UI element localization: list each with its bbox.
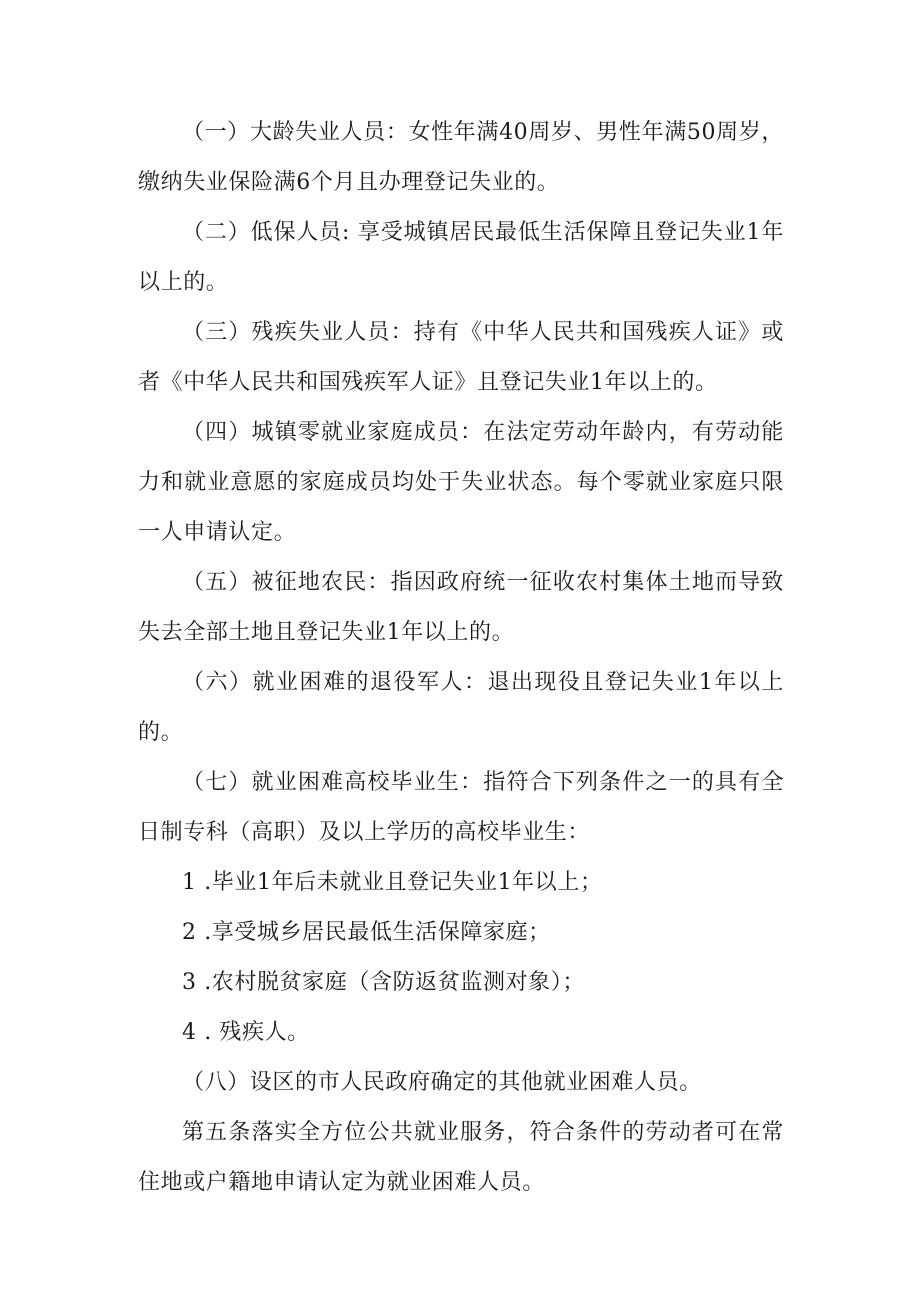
paragraph-low-income: （二）低保人员: 享受城镇居民最低生活保障且登记失业1年以上的。 <box>138 220 784 295</box>
paragraph-graduates: （七）就业困难高校毕业生：指符合下列条件之一的具有全日制专科（高职）及以上学历的高校毕业生： <box>138 770 784 845</box>
paragraph-veterans: （六）就业困难的退役军人：退出现役且登记失业1年以上的。 <box>138 670 784 745</box>
list-item: 1 .毕业1年后未就业且登记失业1年以上； <box>182 870 603 895</box>
paragraph-older-unemployed: （一）大龄失业人员：女性年满40周岁、男性年满50周岁，缴纳失业保险满6个月且办理登记失业的。 <box>138 120 784 195</box>
list-item: 4 . 残疾人。 <box>182 1020 310 1045</box>
list-item: 3 .农村脱贫家庭（含防返贫监测对象）； <box>182 970 585 995</box>
paragraph-land-expropriated-farmers: （五）被征地农民：指因政府统一征收农村集体土地而导致失去全部土地且登记失业1年以上的。 <box>138 570 784 645</box>
document-body <box>138 108 784 1208</box>
paragraph-zero-employment-family: （四）城镇零就业家庭成员：在法定劳动年龄内，有劳动能力和就业意愿的家庭成员均处于失业状态。每个零就业家庭只限一人申请认定。 <box>138 420 784 545</box>
paragraph-article-five: 第五条落实全方位公共就业服务，符合条件的劳动者可在常住地或户籍地申请认定为就业困难人员。 <box>138 1120 784 1195</box>
list-item: 2 .享受城乡居民最低生活保障家庭； <box>182 920 551 945</box>
paragraph-disabled-unemployed: （三）残疾失业人员：持有《中华人民共和国残疾人证》或者《中华人民共和国残疾军人证》且登记失业1年以上的。 <box>138 320 784 395</box>
paragraph-other-groups: （八）设区的市人民政府确定的其他就业困难人员。 <box>182 1070 702 1095</box>
